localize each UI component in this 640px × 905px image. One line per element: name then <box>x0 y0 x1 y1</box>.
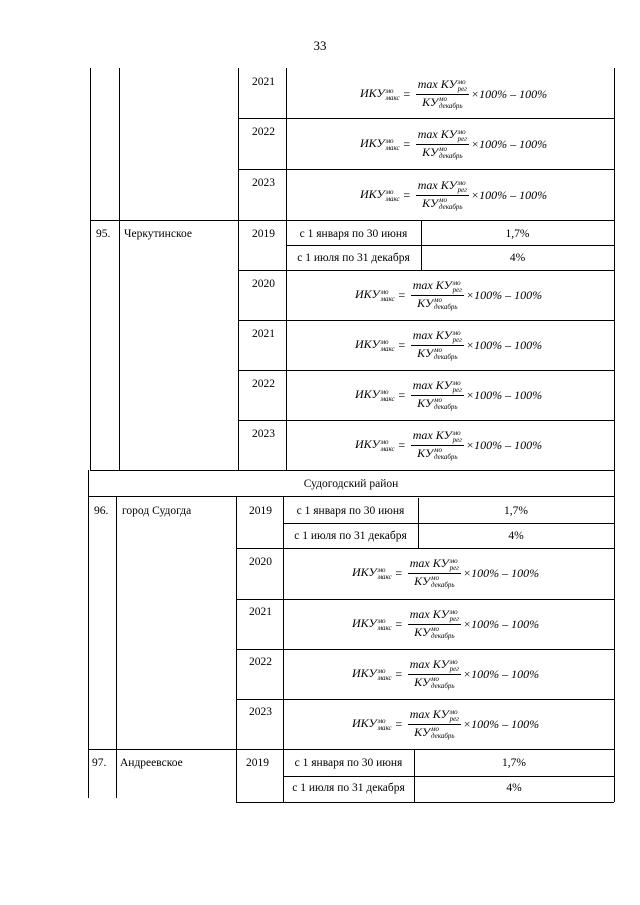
formula-cell <box>360 175 547 215</box>
formula-tail: ×100% – 100% <box>463 716 540 731</box>
formula-lhs: ИКУ мо макс <box>352 616 392 632</box>
value-cell: 4% <box>508 530 524 542</box>
row-line <box>90 470 614 471</box>
formula-cell <box>352 704 539 744</box>
formula-tail: ×100% – 100% <box>463 666 540 681</box>
formula-numerator: max КУ мо рег <box>417 178 467 194</box>
entry-name: Черкутинское <box>124 228 192 240</box>
row-line <box>90 220 614 221</box>
formula-numerator: max КУ мо рег <box>417 77 467 93</box>
formula-fraction <box>416 128 469 160</box>
formula-tail: ×100% – 100% <box>471 187 548 202</box>
formula-denominator: КУ мо декабрь <box>417 395 458 411</box>
row-line <box>286 245 614 246</box>
year-cell: 2020 <box>249 556 272 568</box>
formula-equals: = <box>391 666 406 681</box>
formula-fraction <box>408 708 461 740</box>
period-cell: с 1 января по 30 июня <box>299 228 408 240</box>
formula-fraction <box>411 379 464 411</box>
year-cell: 2019 <box>246 757 269 769</box>
formula-tail: ×100% – 100% <box>466 387 543 402</box>
formula-lhs: ИКУ мо макс <box>352 565 392 581</box>
table-border-right <box>614 470 615 496</box>
formula-denominator: КУ мо декабрь <box>417 445 458 461</box>
year-cell: 2021 <box>249 606 272 618</box>
col-separator-name <box>238 68 239 470</box>
formula-numerator: max КУ мо рег <box>409 607 459 623</box>
year-cell: 2022 <box>252 126 275 138</box>
value-cell: 1,7% <box>504 505 528 517</box>
col-separator-number <box>116 496 117 798</box>
formula-lhs: ИКУ мо макс <box>352 716 392 732</box>
year-cell: 2023 <box>249 706 272 718</box>
period-cell: с 1 января по 30 июня <box>296 505 405 517</box>
period-cell: с 1 июля по 31 декабря <box>297 252 410 264</box>
formula-equals: = <box>391 716 406 731</box>
col-separator-number <box>119 68 120 470</box>
col-separator-year <box>286 68 287 470</box>
row-line <box>238 320 614 321</box>
formula-denominator: КУ мо декабрь <box>422 94 463 110</box>
formula-denominator: КУ мо декабрь <box>414 724 455 740</box>
formula-equals: = <box>399 187 414 202</box>
row-line <box>283 776 614 777</box>
row-line <box>236 649 614 650</box>
formula-fraction <box>408 658 461 690</box>
formula-equals: = <box>394 437 409 452</box>
entry-number: 97. <box>92 757 107 769</box>
formula-equals: = <box>391 565 406 580</box>
row-line <box>88 749 614 750</box>
row-line <box>88 496 614 497</box>
row-line <box>236 699 614 700</box>
formula-equals: = <box>394 287 409 302</box>
row-line <box>238 370 614 371</box>
formula-fraction <box>411 329 464 361</box>
value-cell: 1,7% <box>505 228 530 240</box>
formula-cell <box>352 553 539 593</box>
formula-tail: ×100% – 100% <box>466 287 543 302</box>
year-cell: 2021 <box>252 76 275 88</box>
table-border-right <box>614 68 615 470</box>
formula-lhs: ИКУ мо макс <box>360 187 400 203</box>
row-line <box>236 802 614 803</box>
formula-tail: ×100% – 100% <box>466 437 543 452</box>
formula-denominator: КУ мо декабрь <box>417 345 458 361</box>
value-cell: 4% <box>509 252 526 264</box>
period-cell: с 1 января по 30 июня <box>294 757 403 769</box>
row-line <box>238 118 614 119</box>
year-cell: 2019 <box>249 505 272 517</box>
year-cell: 2023 <box>252 177 275 189</box>
entry-name: город Судогда <box>122 505 192 517</box>
formula-equals: = <box>399 136 414 151</box>
year-cell: 2019 <box>252 228 275 240</box>
row-line <box>238 420 614 421</box>
entry-number: 95. <box>96 228 111 240</box>
formula-lhs: ИКУ мо макс <box>355 387 395 403</box>
year-cell: 2022 <box>252 378 275 390</box>
formula-equals: = <box>399 86 414 101</box>
formula-cell <box>352 654 539 694</box>
formula-tail: ×100% – 100% <box>463 565 540 580</box>
formula-numerator: max КУ мо рег <box>409 657 459 673</box>
section-header: Судогодский район <box>303 478 399 490</box>
formula-numerator: max КУ мо рег <box>412 378 462 394</box>
formula-denominator: КУ мо декабрь <box>414 624 455 640</box>
year-cell: 2022 <box>249 656 272 668</box>
formula-cell <box>360 74 547 114</box>
formula-fraction <box>408 557 461 589</box>
year-cell: 2021 <box>252 328 275 340</box>
formula-lhs: ИКУ мо макс <box>360 86 400 102</box>
table-border-left <box>90 68 91 470</box>
period-cell: с 1 июля по 31 декабря <box>294 530 407 542</box>
entry-number: 96. <box>94 505 109 517</box>
formula-cell <box>355 275 542 315</box>
formula-numerator: max КУ мо рег <box>412 428 462 444</box>
formula-lhs: ИКУ мо макс <box>360 136 400 152</box>
formula-equals: = <box>394 387 409 402</box>
formula-tail: ×100% – 100% <box>466 337 543 352</box>
formula-fraction <box>411 279 464 311</box>
table-border-right <box>614 496 615 802</box>
formula-tail: ×100% – 100% <box>463 616 540 631</box>
formula-numerator: max КУ мо рег <box>409 707 459 723</box>
formula-numerator: max КУ мо рег <box>409 556 459 572</box>
row-line <box>283 523 614 524</box>
formula-lhs: ИКУ мо макс <box>355 437 395 453</box>
formula-cell <box>360 124 547 164</box>
formula-cell <box>355 325 542 365</box>
formula-tail: ×100% – 100% <box>471 86 548 101</box>
formula-numerator: max КУ мо рег <box>412 328 462 344</box>
formula-numerator: max КУ мо рег <box>412 278 462 294</box>
value-cell: 1,7% <box>502 757 526 769</box>
formula-cell <box>355 425 542 465</box>
formula-equals: = <box>391 616 406 631</box>
formula-denominator: КУ мо декабрь <box>414 674 455 690</box>
entry-name: Андреевское <box>120 757 183 769</box>
formula-fraction <box>411 429 464 461</box>
formula-lhs: ИКУ мо макс <box>355 337 395 353</box>
year-cell: 2020 <box>252 278 275 290</box>
row-line <box>236 599 614 600</box>
formula-denominator: КУ мо декабрь <box>422 195 463 211</box>
formula-denominator: КУ мо декабрь <box>422 144 463 160</box>
value-cell: 4% <box>506 782 522 794</box>
year-cell: 2023 <box>252 428 275 440</box>
formula-fraction <box>408 608 461 640</box>
row-line <box>236 548 614 549</box>
formula-cell <box>352 604 539 644</box>
formula-tail: ×100% – 100% <box>471 136 548 151</box>
formula-fraction <box>416 78 469 110</box>
period-cell: с 1 июля по 31 декабря <box>292 782 405 794</box>
formula-cell <box>355 375 542 415</box>
formula-lhs: ИКУ мо макс <box>352 666 392 682</box>
formula-numerator: max КУ мо рег <box>417 127 467 143</box>
formula-fraction <box>416 179 469 211</box>
formula-denominator: КУ мо декабрь <box>414 573 455 589</box>
formula-equals: = <box>394 337 409 352</box>
formula-lhs: ИКУ мо макс <box>355 287 395 303</box>
row-line <box>238 270 614 271</box>
formula-denominator: КУ мо декабрь <box>417 295 458 311</box>
table-border-left <box>88 496 89 798</box>
page-number: 33 <box>313 38 327 53</box>
row-line <box>238 169 614 170</box>
